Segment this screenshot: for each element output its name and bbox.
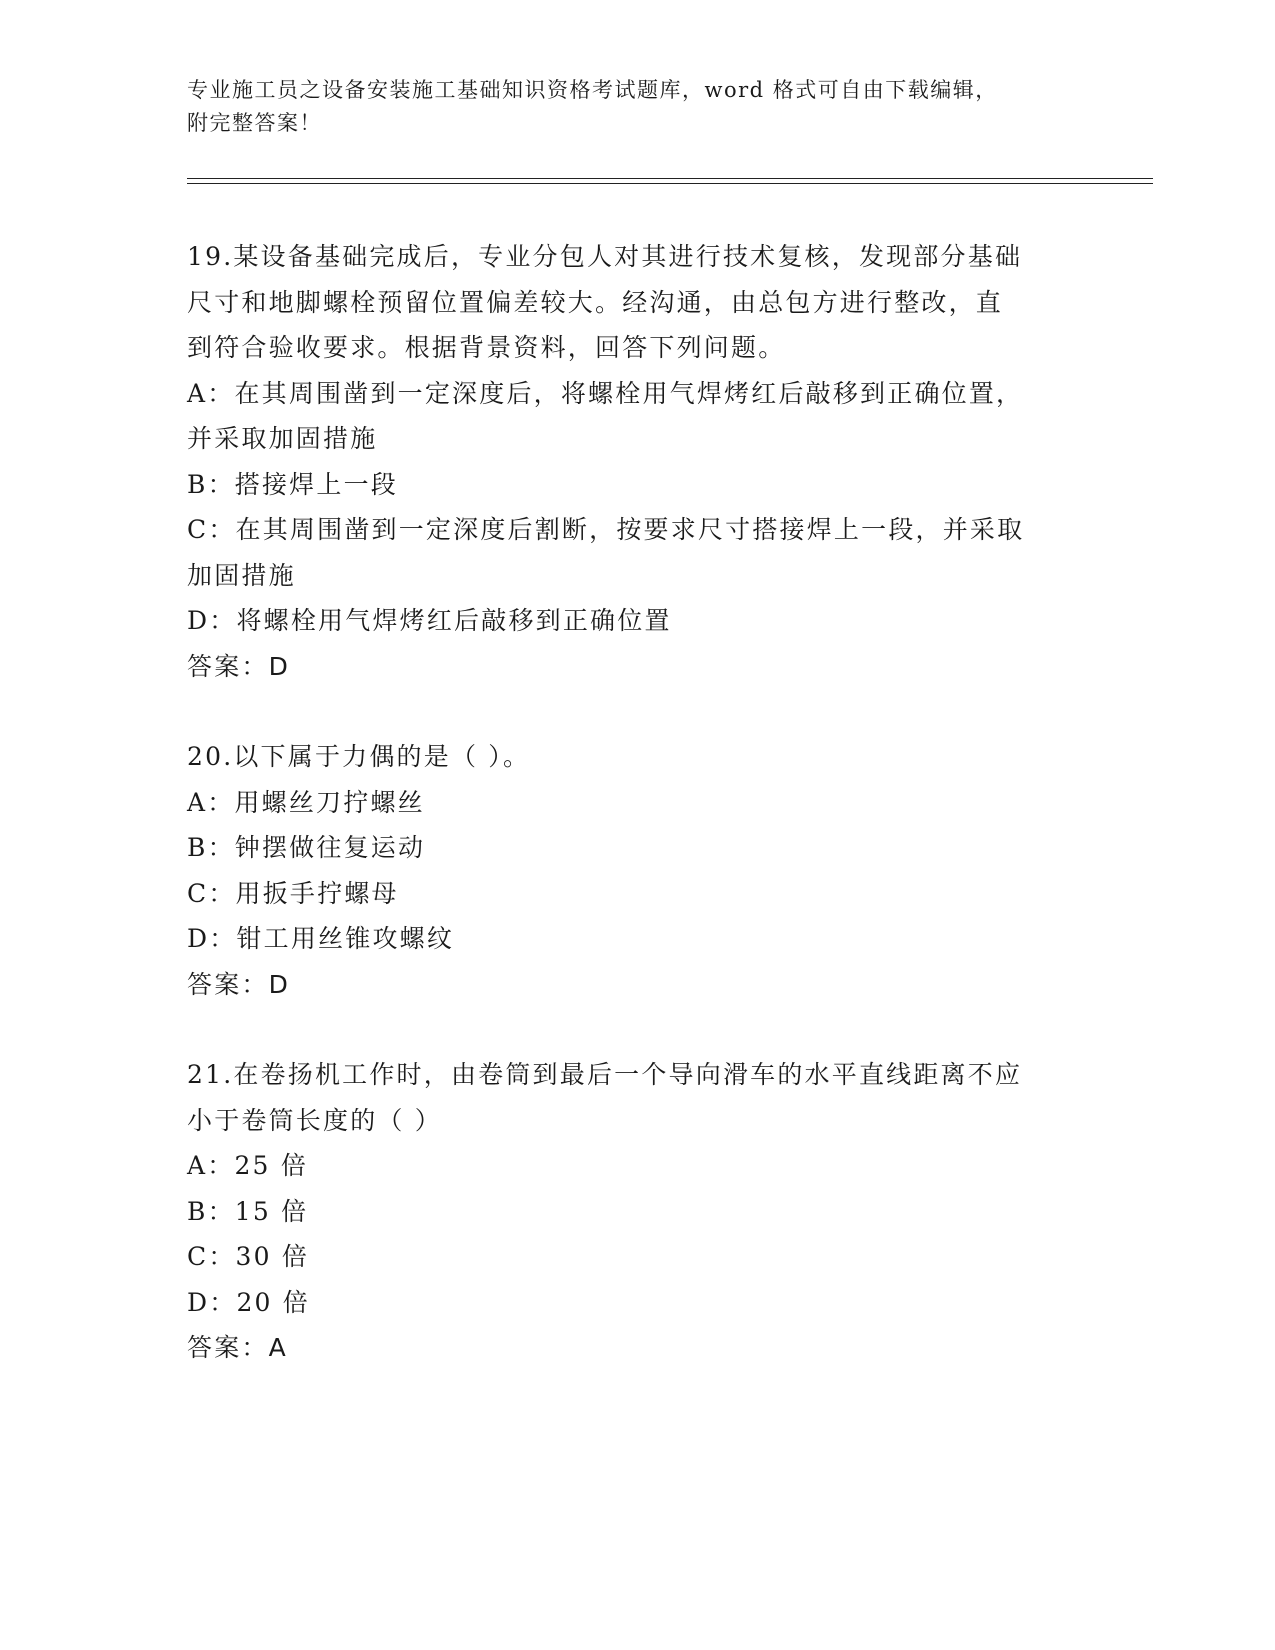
option-line: A：在其周围凿到一定深度后，将螺栓用气焊烤红后敲移到正确位置， <box>187 378 1024 408</box>
question-stem-line: 20.以下属于力偶的是（ ）。 <box>187 742 531 771</box>
option-line: D：将螺栓用气焊烤红后敲移到正确位置 <box>187 606 672 635</box>
option-line: B：钟摆做往复运动 <box>187 833 426 862</box>
option-line: A：用螺丝刀拧螺丝 <box>187 787 425 817</box>
option-line: B：15 倍 <box>187 1196 309 1226</box>
question-20 <box>187 734 1067 1007</box>
header-line-2: 附完整答案！ <box>187 111 322 135</box>
question-stem-line: 到符合验收要求。根据背景资料，回答下列问题。 <box>187 333 786 362</box>
answer-line: 答案：A <box>187 1333 288 1362</box>
option-line: A：25 倍 <box>187 1151 309 1180</box>
option-line: D：钳工用丝锥攻螺纹 <box>187 924 455 953</box>
option-line: B：搭接焊上一段 <box>187 469 398 499</box>
question-stem-line: 尺寸和地脚螺栓预留位置偏差较大。经沟通，由总包方进行整改，直 <box>187 287 1004 317</box>
option-line: D：20 倍 <box>187 1287 311 1317</box>
option-line: 加固措施 <box>187 560 296 590</box>
header-rule-bottom <box>187 183 1153 184</box>
answer-line: 答案：D <box>187 651 291 681</box>
question-19 <box>187 234 1067 689</box>
question-list <box>187 234 1067 1416</box>
header-rule-top <box>187 178 1153 179</box>
question-21 <box>187 1052 1067 1371</box>
question-stem-line: 21.在卷扬机工作时，由卷筒到最后一个导向滑车的水平直线距离不应 <box>187 1060 1023 1089</box>
document-header <box>187 74 1067 140</box>
question-stem-line: 19.某设备基础完成后，专业分包人对其进行技术复核，发现部分基础 <box>187 242 1023 271</box>
option-line: C：用扳手拧螺母 <box>187 878 399 908</box>
header-line-1: 专业施工员之设备安装施工基础知识资格考试题库，word 格式可自由下载编辑， <box>187 78 998 102</box>
option-line: 并采取加固措施 <box>187 424 378 453</box>
answer-line: 答案：D <box>187 969 291 999</box>
option-line: C：在其周围凿到一定深度后割断，按要求尺寸搭接焊上一段，并采取 <box>187 515 1025 544</box>
option-line: C：30 倍 <box>187 1242 310 1271</box>
question-stem-line: 小于卷筒长度的（ ） <box>187 1105 442 1135</box>
